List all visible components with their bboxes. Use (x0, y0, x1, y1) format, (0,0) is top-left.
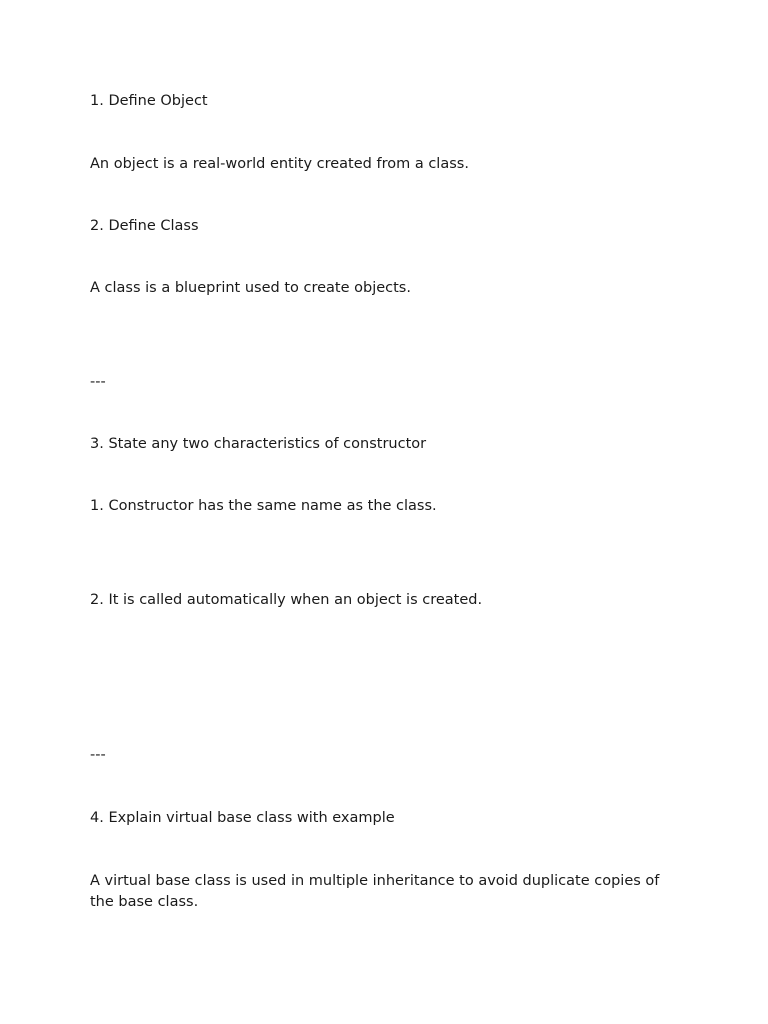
question-1-answer: An object is a real-world entity created from a class. (90, 156, 469, 172)
separator: --- (90, 747, 106, 763)
question-3-point-2: 2. It is called automatically when an object is created. (90, 592, 483, 608)
question-4-heading: 4. Explain virtual base class with example (90, 810, 395, 826)
question-3-point-1: 1. Constructor has the same name as the class. (90, 498, 437, 514)
separator: --- (90, 374, 106, 390)
question-3-heading: 3. State any two characteristics of constructor (90, 436, 427, 452)
question-1-heading: 1. Define Object (90, 93, 208, 109)
question-2-answer: A class is a blueprint used to create objects. (90, 280, 411, 296)
question-2-heading: 2. Define Class (90, 218, 199, 234)
question-4-answer: A virtual base class is used in multiple inheritance to avoid duplicate copies of the base class. (90, 873, 660, 910)
